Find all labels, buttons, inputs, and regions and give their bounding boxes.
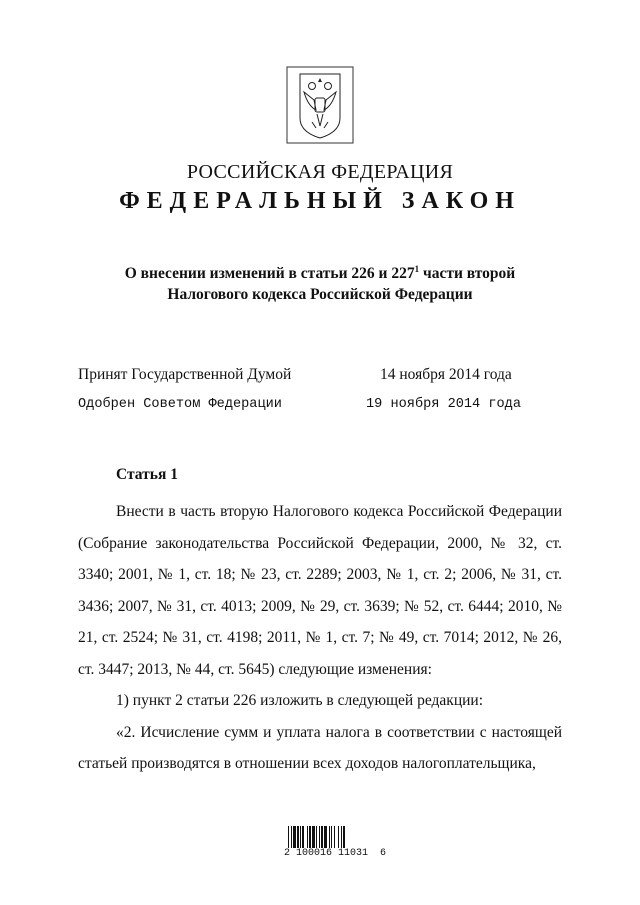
law-title	[60, 263, 580, 305]
article-heading: Статья 1	[116, 466, 178, 483]
state-emblem-icon	[286, 66, 354, 144]
article-body	[78, 496, 562, 780]
article-paragraph: «2. Исчисление сумм и уплата налога в соответствии с настоящей статьей производятся в отношении всех доходов налогоплательщика,	[78, 723, 562, 772]
country-name: РОССИЙСКАЯ ФЕДЕРАЦИЯ	[186, 161, 454, 183]
law-title-superscript: 1	[414, 264, 420, 274]
law-title-line-1-end: части второй	[419, 265, 516, 282]
adoption-duma-date: 14 ноября 2014 года	[380, 366, 512, 383]
barcode-icon	[284, 822, 387, 872]
adoption-council-date: 19 ноября 2014 года	[366, 397, 521, 412]
adoption-duma-label: Принят Государственной Думой	[78, 366, 292, 383]
article-paragraph: 1) пункт 2 статьи 226 изложить в следующей редакции:	[116, 692, 484, 709]
document-type: ФЕДЕРАЛЬНЫЙ ЗАКОН	[119, 188, 521, 214]
article-paragraph: Внести в часть вторую Налогового кодекса Российской Федерации (Собрание законодательства Российской Федерации, 2000, № 32, ст. 3340; 2001, № 1, ст. 18; № 23, ст. 2289; 2003, № 1, ст. 2; 2006, № 31, ст. 3436; 2007, № 31, ст. 4013; 2009, № 29, ст. 3639; № 52, ст. 6444; 2010, № 21, ст. 2524; № 31, ст. 4198; 2011, № 1, ст. 7; № 49, ст. 7014; 2012, № 26, ст. 3447; 2013, № 44, ст. 5645) следующие изменения:	[78, 503, 562, 678]
barcode-number: 2 100016 11031 6	[284, 848, 387, 859]
law-title-line-2: Налогового кодекса Российской Федерации	[167, 286, 473, 303]
law-title-line-1	[60, 263, 580, 284]
adoption-council-label: Одобрен Советом Федерации	[78, 397, 282, 412]
law-title-line-1-start: О внесении изменений в статьи 226 и 227	[124, 265, 415, 282]
